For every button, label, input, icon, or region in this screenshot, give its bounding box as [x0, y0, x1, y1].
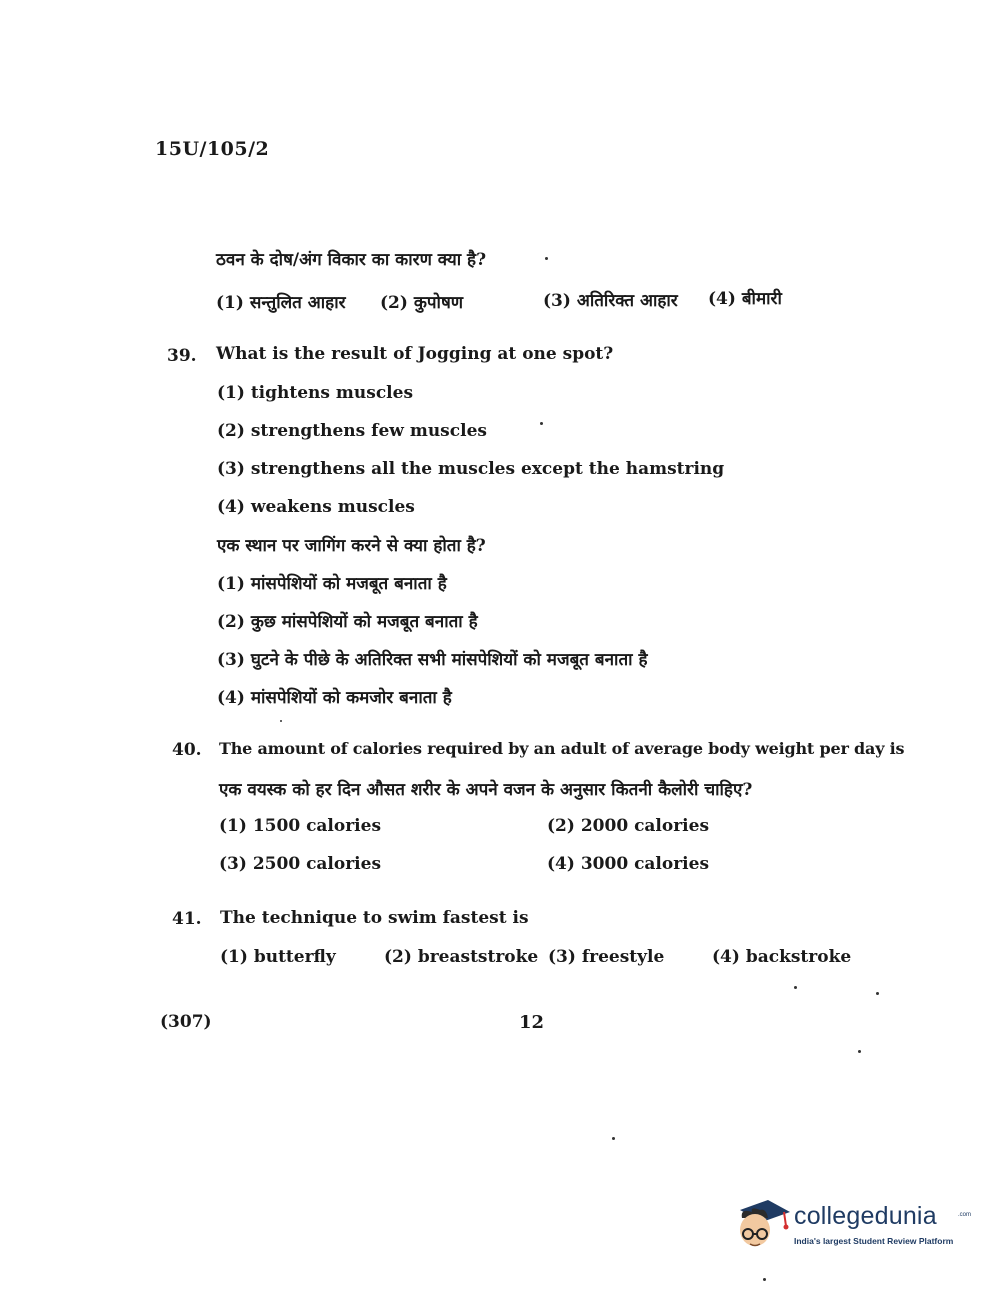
- logo-tagline: India's largest Student Review Platform: [794, 1236, 954, 1246]
- q39-option-2: (2) strengthens few muscles: [217, 421, 487, 441]
- q39-option-1: (1) tightens muscles: [217, 383, 414, 403]
- q41-text: The technique to swim fastest is: [220, 908, 529, 928]
- q41-option-1: (1) butterfly: [220, 947, 336, 967]
- scan-speck: [540, 422, 543, 425]
- scan-speck: [876, 992, 879, 995]
- scan-speck: [858, 1050, 861, 1053]
- q39-hindi-text: एक स्थान पर जागिंग करने से क्या होता है?: [217, 536, 486, 556]
- paper-code: 15U/105/2: [155, 138, 270, 160]
- q40-text: The amount of calories required by an adult of average body weight per day is: [219, 739, 905, 758]
- q40-option-2: (2) 2000 calories: [547, 816, 710, 836]
- q40-hindi-text: एक वयस्क को हर दिन औसत शरीर के अपने वजन के अनुसार कितनी कैलोरी चाहिए?: [219, 780, 753, 800]
- q39-option-4: (4) weakens muscles: [217, 497, 415, 517]
- q39-hindi-option-2: (2) कुछ मांसपेशियों को मजबूत बनाता है: [217, 612, 478, 632]
- mascot-icon: [732, 1196, 792, 1256]
- q41-option-2: (2) breaststroke: [384, 947, 539, 967]
- prev-option-4: (4) बीमारी: [708, 289, 782, 309]
- scan-speck: [763, 1278, 766, 1281]
- scan-speck: [794, 986, 797, 989]
- q40-option-4: (4) 3000 calories: [547, 854, 710, 874]
- page-number: 12: [519, 1012, 545, 1033]
- q41-option-3: (3) freestyle: [548, 947, 665, 967]
- collegedunia-logo: [732, 1196, 972, 1256]
- prev-question-hindi: ठवन के दोष/अंग विकार का कारण क्या है?: [216, 250, 487, 270]
- logo-suffix: .com: [958, 1212, 972, 1218]
- q40-option-1: (1) 1500 calories: [219, 816, 382, 836]
- q40-option-3: (3) 2500 calories: [219, 854, 382, 874]
- scan-speck: [612, 1137, 615, 1140]
- prev-option-3: (3) अतिरिक्त आहार: [543, 291, 678, 311]
- scan-speck: [280, 720, 282, 722]
- q39-option-3: (3) strengthens all the muscles except the hamstring: [217, 459, 725, 479]
- q39-hindi-option-3: (3) घुटने के पीछे के अतिरिक्त सभी मांसपेशियों को मजबूत बनाता है: [217, 650, 648, 670]
- q39-number: 39.: [167, 346, 197, 366]
- logo-wordmark: collegedunia: [794, 1202, 937, 1230]
- q41-number: 41.: [172, 909, 202, 929]
- q41-option-4: (4) backstroke: [712, 947, 852, 967]
- q39-hindi-option-4: (4) मांसपेशियों को कमजोर बनाता है: [217, 688, 452, 708]
- prev-option-2: (2) कुपोषण: [380, 293, 464, 313]
- footer-code: (307): [160, 1012, 212, 1032]
- scan-speck: [545, 257, 548, 260]
- q39-text: What is the result of Jogging at one spot?: [216, 344, 614, 364]
- q39-hindi-option-1: (1) मांसपेशियों को मजबूत बनाता है: [217, 574, 447, 594]
- prev-option-1: (1) सन्तुलित आहार: [216, 293, 346, 313]
- q40-number: 40.: [172, 740, 202, 760]
